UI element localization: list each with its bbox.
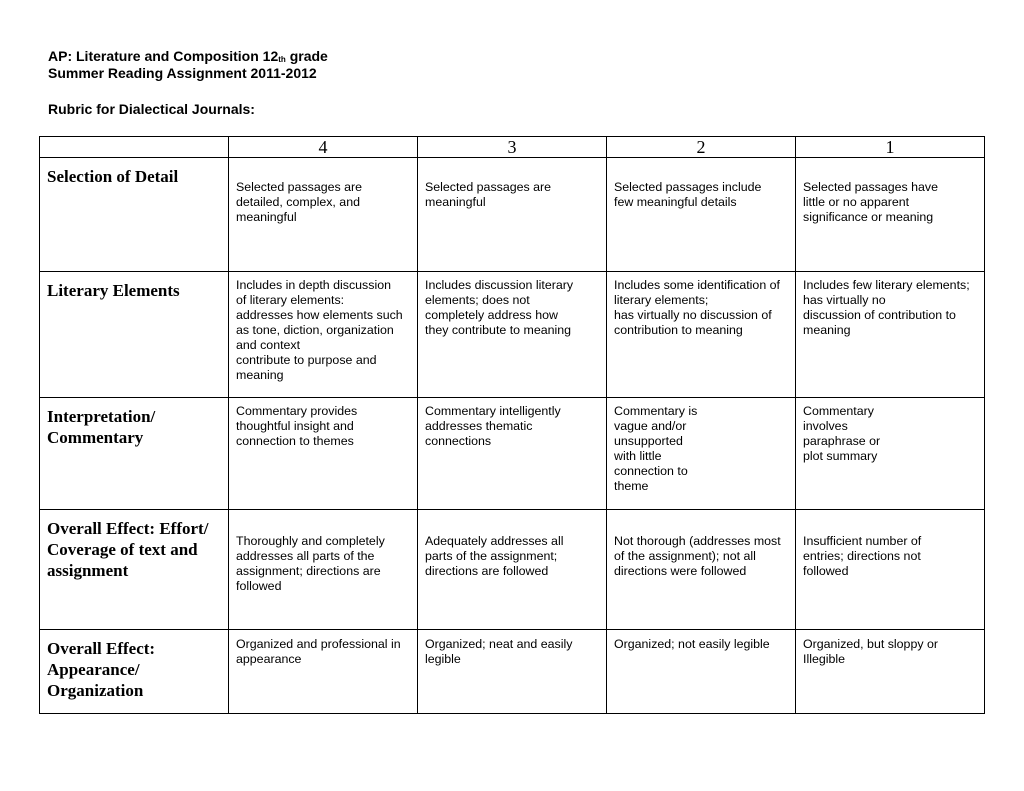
rubric-cell: Includes few literary elements; has virtually no discussion of contribution to meaning <box>796 272 985 398</box>
score-header-3: 3 <box>418 137 607 158</box>
criterion-label: Overall Effect: Appearance/ Organization <box>40 630 229 714</box>
criterion-label: Overall Effect: Effort/ Coverage of text and assignment <box>40 510 229 630</box>
assignment-title: Summer Reading Assignment 2011-2012 <box>48 65 317 81</box>
criterion-label: Interpretation/ Commentary <box>40 398 229 510</box>
rubric-cell: Includes discussion literary elements; does not completely address how they contribute to meaning <box>418 272 607 398</box>
score-header-2: 2 <box>607 137 796 158</box>
rubric-cell: Adequately addresses all parts of the assignment; directions are followed <box>418 510 607 630</box>
rubric-row-selection-of-detail <box>40 158 985 272</box>
rubric-title: Rubric for Dialectical Journals: <box>48 101 255 117</box>
rubric-cell: Organized; neat and easily legible <box>418 630 607 714</box>
rubric-cell: Commentary provides thoughtful insight and connection to themes <box>229 398 418 510</box>
rubric-row-literary-elements <box>40 272 985 398</box>
rubric-table <box>39 136 985 714</box>
rubric-cell: Organized and professional in appearance <box>229 630 418 714</box>
header-corner-cell <box>40 137 229 158</box>
rubric-cell: Commentary involves paraphrase or plot summary <box>796 398 985 510</box>
score-header-1: 1 <box>796 137 985 158</box>
document-header <box>48 48 328 82</box>
rubric-cell: Includes in depth discussion of literary elements: addresses how elements such as tone, diction, organization and context contribute to purpose and meaning <box>229 272 418 398</box>
rubric-cell: Organized; not easily legible <box>607 630 796 714</box>
score-header-4: 4 <box>229 137 418 158</box>
rubric-cell: Includes some identification of literary elements; has virtually no discussion of contribution to meaning <box>607 272 796 398</box>
rubric-cell: Thoroughly and completely addresses all parts of the assignment; directions are followed <box>229 510 418 630</box>
rubric-row-overall-effect-appearance <box>40 630 985 714</box>
rubric-cell: Selected passages are meaningful <box>418 158 607 272</box>
grade-ordinal: th <box>278 55 286 64</box>
rubric-cell: Commentary intelligently addresses thematic connections <box>418 398 607 510</box>
rubric-cell: Organized, but sloppy or Illegible <box>796 630 985 714</box>
rubric-row-overall-effect-effort <box>40 510 985 630</box>
rubric-cell: Selected passages are detailed, complex, and meaningful <box>229 158 418 272</box>
rubric-cell: Commentary is vague and/or unsupported with little connection to theme <box>607 398 796 510</box>
rubric-cell: Insufficient number of entries; directions not followed <box>796 510 985 630</box>
score-header-row <box>40 137 985 158</box>
criterion-label: Selection of Detail <box>40 158 229 272</box>
rubric-cell: Selected passages have little or no apparent significance or meaning <box>796 158 985 272</box>
rubric-cell: Not thorough (addresses most of the assignment); not all directions were followed <box>607 510 796 630</box>
course-title: AP: Literature and Composition $12_{th}$ grade <box>48 48 328 64</box>
rubric-row-interpretation-commentary <box>40 398 985 510</box>
criterion-label: Literary Elements <box>40 272 229 398</box>
rubric-cell: Selected passages include few meaningful details <box>607 158 796 272</box>
